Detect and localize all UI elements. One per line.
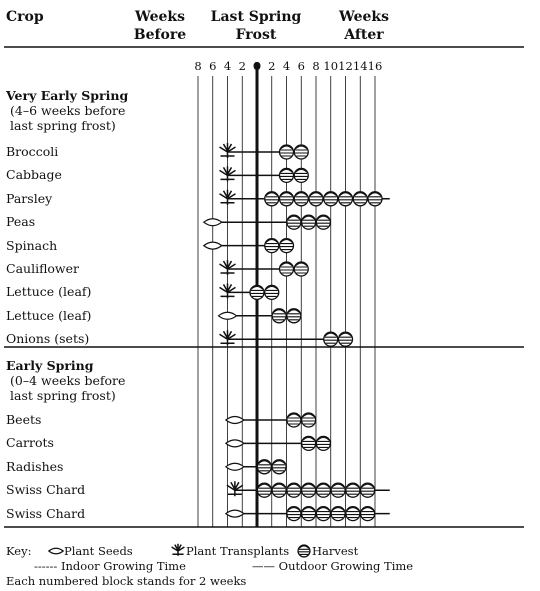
harvest-icon <box>331 483 345 497</box>
section-subtitle: (0–4 weeks before <box>10 373 126 388</box>
harvest-icon <box>346 483 360 497</box>
harvest-icon <box>316 507 330 521</box>
crop-timeline <box>220 260 309 276</box>
section-title: Early Spring <box>6 358 94 373</box>
harvest-icon <box>302 483 316 497</box>
harvest-icon <box>294 262 308 276</box>
weeks-before-header: Weeks Before <box>133 9 187 43</box>
key-harvest: Harvest <box>312 544 359 558</box>
harvest-icon <box>280 262 294 276</box>
crop-timeline <box>219 309 301 323</box>
seed-icon <box>49 548 63 554</box>
key-outdoor-growing-time: —— Outdoor Growing Time <box>252 559 414 573</box>
harvest-icon <box>302 436 316 450</box>
harvest-icon <box>287 413 301 427</box>
harvest-icon <box>339 192 353 206</box>
crop-name: Cauliflower <box>6 261 79 276</box>
harvest-icon <box>280 145 294 159</box>
crop-column-header: Crop <box>6 9 44 25</box>
tick-label: 2 <box>238 59 246 73</box>
harvest-icon <box>324 332 338 346</box>
crop-name: Radishes <box>6 458 64 474</box>
harvest-icon <box>287 507 301 521</box>
crop-name: Beets <box>6 412 42 427</box>
crop-timeline <box>220 330 353 346</box>
plant-seeds-icon <box>226 463 244 470</box>
plant-transplants-icon <box>227 481 243 496</box>
harvest-icon <box>287 309 301 323</box>
tick-label: 14 <box>352 59 368 73</box>
plant-transplants-icon <box>220 330 236 345</box>
tick-label: 16 <box>367 59 383 73</box>
crop-timeline <box>227 481 390 497</box>
harvest-icon <box>294 145 308 159</box>
harvest-icon <box>272 460 286 474</box>
crop-name: Peas <box>6 214 36 230</box>
crop-timeline <box>226 413 316 427</box>
key-label: Key: <box>6 544 32 558</box>
harvest-icon <box>250 285 264 299</box>
harvest-icon <box>294 168 308 182</box>
harvest-icon <box>265 239 279 253</box>
plant-seeds-icon <box>204 242 222 249</box>
tick-label: 12 <box>338 59 353 73</box>
harvest-icon <box>265 192 279 206</box>
tick-label: 10 <box>323 59 339 73</box>
harvest-icon <box>361 483 375 497</box>
harvest-icon <box>302 413 316 427</box>
crop-timeline <box>204 215 331 229</box>
crop-name: Swiss Chard <box>6 482 86 498</box>
crop-name: Carrots <box>6 435 54 451</box>
crop-timeline <box>220 283 279 299</box>
crop-name: Cabbage <box>6 167 62 183</box>
plant-seeds-icon <box>204 219 222 226</box>
harvest-icon <box>309 192 323 206</box>
tick-label: 0 <box>252 59 261 73</box>
harvest-icon <box>280 239 294 253</box>
crop-name: Spinach <box>6 237 58 253</box>
harvest-icon <box>361 507 375 521</box>
harvest-icon <box>265 285 279 299</box>
crop-timeline <box>220 190 390 206</box>
harvest-icon <box>280 168 294 182</box>
plant-transplants-icon <box>220 283 236 298</box>
plant-transplants-icon <box>220 143 236 158</box>
harvest-icon <box>287 215 301 229</box>
harvest-icon <box>272 309 286 323</box>
last-spring-frost-header: Last Spring Frost <box>210 9 302 43</box>
crop-name: Swiss Chard <box>6 505 86 521</box>
weeks-after-header: Weeks After <box>339 9 389 43</box>
harvest-icon <box>302 507 316 521</box>
key-block-note: Each numbered block stands for 2 weeks <box>6 574 247 588</box>
harvest-icon <box>353 192 367 206</box>
tick-label: 4 <box>282 59 291 73</box>
tick-label: 6 <box>297 59 305 73</box>
section-subtitle: last spring frost) <box>10 388 116 403</box>
crop-name: Parsley <box>6 190 53 206</box>
section-subtitle: last spring frost) <box>10 118 116 133</box>
harvest-icon <box>272 483 286 497</box>
harvest-icon <box>324 192 338 206</box>
harvest-icon <box>302 215 316 229</box>
harvest-icon <box>339 332 353 346</box>
plant-seeds-icon <box>226 417 244 424</box>
plant-transplants-icon <box>220 260 236 275</box>
tick-label: 8 <box>194 59 202 73</box>
crop-timeline <box>226 436 331 450</box>
plant-seeds-icon <box>226 440 244 447</box>
crop-name: Lettuce (leaf) <box>6 307 92 323</box>
harvest-icon <box>316 483 330 497</box>
harvest-icon <box>257 483 271 497</box>
harvest-icon <box>257 460 271 474</box>
plant-transplants-icon <box>220 190 236 205</box>
harvest-icon <box>346 507 360 521</box>
plant-seeds-icon <box>226 510 244 517</box>
section-heading <box>6 88 128 133</box>
crop-name: Onions (sets) <box>6 331 90 347</box>
harvest-icon <box>294 192 308 206</box>
crop-name: Broccoli <box>6 144 59 159</box>
harvest-icon <box>331 507 345 521</box>
harvest-icon <box>287 483 301 497</box>
harvest-key-icon <box>298 545 310 557</box>
crop-timeline <box>226 507 390 521</box>
crop-timeline <box>204 239 294 253</box>
tick-label: 6 <box>209 59 217 73</box>
plant-transplants-icon <box>220 166 236 181</box>
crop-timeline <box>220 166 309 182</box>
section-heading <box>6 358 125 403</box>
tick-label: 8 <box>312 59 320 73</box>
key-plant-seeds: Plant Seeds <box>64 544 133 558</box>
section-title: Very Early Spring <box>6 88 129 103</box>
transplant-icon <box>172 544 185 556</box>
crop-timeline <box>220 143 309 159</box>
key-plant-transplants: Plant Transplants <box>186 544 290 558</box>
key-indoor-growing-time: ------ Indoor Growing Time <box>34 559 186 573</box>
section-subtitle: (4–6 weeks before <box>10 103 126 118</box>
tick-label: 2 <box>268 59 276 73</box>
harvest-icon <box>316 215 330 229</box>
plant-seeds-icon <box>219 312 237 319</box>
crop-name: Lettuce (leaf) <box>6 284 92 300</box>
harvest-icon <box>280 192 294 206</box>
tick-label: 4 <box>223 59 232 73</box>
harvest-icon <box>316 436 330 450</box>
harvest-icon <box>368 192 382 206</box>
